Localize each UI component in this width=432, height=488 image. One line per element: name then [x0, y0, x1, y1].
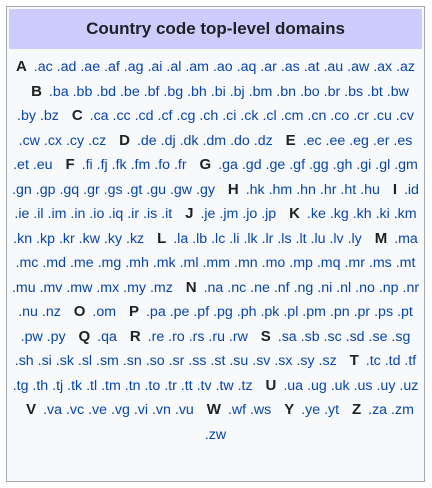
- domain-link[interactable]: .st: [210, 353, 226, 369]
- domain-link[interactable]: .hk: [245, 181, 265, 198]
- domain-link[interactable]: .iq: [108, 206, 124, 222]
- domain-link[interactable]: .ht: [340, 181, 357, 198]
- domain-link[interactable]: .se: [368, 328, 388, 345]
- domain-link[interactable]: .zw: [204, 426, 227, 443]
- domain-link[interactable]: .cx: [43, 132, 63, 149]
- domain-link[interactable]: .sl: [77, 353, 93, 369]
- domain-link[interactable]: .na: [203, 279, 224, 296]
- domain-link[interactable]: .yt: [324, 402, 340, 418]
- domain-link[interactable]: .gf: [289, 157, 306, 173]
- domain-link[interactable]: .mu: [11, 279, 36, 296]
- group-letter: Z: [352, 401, 362, 418]
- domain-link[interactable]: .de: [136, 132, 157, 149]
- domain-link[interactable]: .er: [372, 132, 390, 149]
- group-letter: S: [260, 327, 271, 345]
- domain-link[interactable]: .ne: [250, 279, 270, 296]
- domain-link[interactable]: .kp: [36, 230, 55, 247]
- domain-link[interactable]: .nr: [402, 279, 420, 296]
- domain-link[interactable]: .ge: [265, 157, 286, 173]
- group-letter: O: [73, 303, 86, 320]
- cctld-navbox: [6, 6, 425, 482]
- domain-link[interactable]: .do: [230, 132, 250, 149]
- domain-link[interactable]: .lk: [243, 230, 258, 247]
- domain-link[interactable]: .uz: [399, 377, 419, 394]
- domain-link[interactable]: .sv: [252, 353, 271, 369]
- domain-link[interactable]: .ch: [199, 108, 219, 124]
- domain-link[interactable]: .pk: [260, 304, 280, 320]
- domain-link[interactable]: .cg: [176, 108, 196, 124]
- letter-group-y: [275, 402, 339, 418]
- group-letter: V: [26, 401, 37, 418]
- domain-link[interactable]: .ph: [236, 304, 257, 320]
- domain-link[interactable]: .gt: [126, 181, 143, 198]
- domain-link[interactable]: .mh: [125, 255, 149, 271]
- domain-link[interactable]: .ar: [260, 59, 277, 75]
- domain-link[interactable]: .bj: [229, 83, 245, 100]
- domain-link[interactable]: .ke: [306, 206, 326, 222]
- domain-link[interactable]: .ms: [368, 255, 392, 271]
- domain-link[interactable]: .cc: [112, 108, 131, 124]
- group-letter: R: [129, 327, 141, 345]
- letter-group-h: [219, 182, 380, 198]
- domain-link[interactable]: .fk: [111, 157, 127, 173]
- domain-link[interactable]: .pe: [169, 304, 190, 320]
- domain-link[interactable]: .mx: [96, 279, 120, 296]
- domain-link[interactable]: .si: [37, 353, 52, 369]
- domain-link[interactable]: .mo: [261, 255, 286, 271]
- domain-link[interactable]: .af: [104, 59, 120, 75]
- domain-link[interactable]: .ru: [208, 328, 225, 345]
- domain-link[interactable]: .nl: [336, 279, 352, 296]
- domain-link[interactable]: .py: [46, 328, 66, 345]
- domain-link[interactable]: .ky: [103, 230, 123, 247]
- domain-link[interactable]: .bm: [248, 83, 273, 100]
- group-letter: G: [199, 156, 212, 173]
- domain-link[interactable]: .im: [47, 206, 67, 222]
- domain-link[interactable]: .lv: [329, 230, 344, 247]
- domain-link[interactable]: .mv: [39, 279, 63, 296]
- domain-link[interactable]: .tj: [52, 377, 64, 394]
- domain-link[interactable]: .om: [92, 304, 117, 320]
- domain-link[interactable]: .np: [378, 279, 399, 296]
- domain-link[interactable]: .is: [143, 206, 158, 222]
- domain-link[interactable]: .sa: [277, 328, 297, 345]
- group-letter: W: [206, 401, 221, 418]
- domain-link[interactable]: .km: [393, 206, 417, 222]
- domain-link[interactable]: .eg: [349, 132, 369, 149]
- domain-link[interactable]: .id: [403, 181, 419, 198]
- domain-link[interactable]: .hr: [319, 181, 337, 198]
- domain-link[interactable]: .fr: [173, 157, 187, 173]
- domain-link[interactable]: .jo: [242, 206, 258, 222]
- domain-link[interactable]: .sz: [318, 353, 337, 369]
- domain-link[interactable]: .cr: [353, 108, 369, 124]
- group-letter: T: [349, 352, 359, 369]
- domain-link[interactable]: .ua: [283, 377, 304, 394]
- domain-link[interactable]: .ls: [277, 230, 292, 247]
- domain-link[interactable]: .gl: [375, 157, 391, 173]
- domain-link[interactable]: .vg: [110, 402, 130, 418]
- domain-link[interactable]: .ci: [222, 108, 237, 124]
- domain-link[interactable]: .ac: [33, 59, 53, 75]
- domain-link[interactable]: .in: [70, 206, 86, 222]
- domain-link[interactable]: .fj: [96, 157, 108, 173]
- domain-link[interactable]: .sk: [55, 353, 74, 369]
- domain-link[interactable]: .pg: [213, 304, 233, 320]
- domain-link[interactable]: .ps: [374, 304, 394, 320]
- group-letter: L: [157, 229, 167, 247]
- domain-link[interactable]: .it: [161, 206, 173, 222]
- domain-link[interactable]: .bh: [187, 83, 207, 100]
- domain-link[interactable]: .kg: [329, 206, 349, 222]
- group-letter: H: [227, 180, 239, 198]
- domain-link[interactable]: .ug: [307, 377, 327, 394]
- domain-link[interactable]: .cv: [395, 108, 414, 124]
- domain-link[interactable]: .wf: [227, 402, 247, 418]
- domain-link[interactable]: .vu: [174, 402, 194, 418]
- domain-link[interactable]: .dj: [160, 132, 176, 149]
- domain-link[interactable]: .bz: [39, 108, 59, 124]
- domain-link[interactable]: .gy: [196, 181, 215, 198]
- domain-link[interactable]: .mw: [66, 279, 93, 296]
- domain-link[interactable]: .sx: [274, 353, 293, 369]
- domain-link[interactable]: .dz: [253, 132, 273, 149]
- domain-link[interactable]: .fm: [130, 157, 151, 173]
- domain-link[interactable]: .be: [119, 83, 140, 100]
- domain-link[interactable]: .kz: [126, 230, 145, 247]
- domain-link[interactable]: .mm: [202, 255, 231, 271]
- domain-link[interactable]: .vc: [65, 402, 85, 418]
- domain-link[interactable]: .bd: [96, 83, 117, 100]
- domain-link[interactable]: .bi: [210, 83, 226, 100]
- letter-group-f: [57, 157, 187, 173]
- domain-link[interactable]: .lb: [192, 230, 208, 247]
- domain-link[interactable]: .tt: [180, 377, 193, 394]
- domain-link[interactable]: .at: [303, 59, 320, 75]
- domain-link[interactable]: .tv: [196, 377, 212, 394]
- domain-link[interactable]: .mp: [289, 255, 313, 271]
- domain-link[interactable]: .pm: [302, 304, 326, 320]
- domain-link[interactable]: .gh: [332, 157, 353, 173]
- domain-link[interactable]: .tw: [215, 377, 234, 394]
- group-letter: Y: [284, 401, 295, 418]
- domain-link[interactable]: .az: [396, 59, 416, 75]
- letter-group-o: [65, 304, 116, 320]
- group-letter: J: [185, 205, 194, 222]
- domain-link[interactable]: .tn: [124, 377, 141, 394]
- domain-link[interactable]: .gm: [394, 157, 418, 173]
- domain-link[interactable]: .gs: [103, 181, 123, 198]
- domain-link[interactable]: .cl: [262, 108, 277, 124]
- domain-link[interactable]: .uy: [376, 377, 396, 394]
- domain-link[interactable]: .ng: [293, 279, 314, 296]
- domain-link[interactable]: .nc: [227, 279, 247, 296]
- domain-link[interactable]: .ck: [240, 108, 259, 124]
- domain-link[interactable]: .fo: [154, 157, 171, 173]
- domain-link[interactable]: .hu: [360, 181, 380, 198]
- domain-link[interactable]: .tf: [404, 353, 417, 369]
- domain-link[interactable]: .es: [393, 132, 413, 149]
- domain-link[interactable]: .sy: [296, 353, 315, 369]
- domain-link[interactable]: .mn: [234, 255, 258, 271]
- domain-link[interactable]: .td: [384, 353, 401, 369]
- domain-link[interactable]: .cu: [372, 108, 392, 124]
- domain-link[interactable]: .ae: [80, 59, 101, 75]
- domain-link[interactable]: .pw: [20, 328, 43, 345]
- domain-link[interactable]: .tc: [365, 353, 381, 369]
- letter-group-a: [16, 59, 415, 75]
- domain-link[interactable]: .je: [200, 206, 216, 222]
- domain-link[interactable]: .uk: [330, 377, 350, 394]
- domain-link[interactable]: .ki: [375, 206, 390, 222]
- domain-link[interactable]: .bf: [143, 83, 160, 100]
- domain-link[interactable]: .gd: [241, 157, 262, 173]
- domain-link[interactable]: .ro: [168, 328, 185, 345]
- domain-link[interactable]: .kn: [13, 230, 33, 247]
- domain-link[interactable]: .bo: [299, 83, 320, 100]
- domain-link[interactable]: .gp: [35, 181, 56, 198]
- domain-link[interactable]: .us: [353, 377, 373, 394]
- domain-link[interactable]: .re: [147, 328, 165, 345]
- letter-group-q: [70, 329, 117, 345]
- group-letter: K: [289, 205, 300, 222]
- domain-link[interactable]: .hm: [268, 181, 293, 198]
- domain-link[interactable]: .ml: [179, 255, 199, 271]
- domain-link[interactable]: .my: [123, 279, 146, 296]
- domain-link[interactable]: .pf: [193, 304, 210, 320]
- domain-link[interactable]: .ec: [302, 132, 322, 149]
- domain-link[interactable]: .tz: [237, 377, 253, 394]
- domain-link[interactable]: .ir: [127, 206, 140, 222]
- domain-link[interactable]: .pl: [283, 304, 299, 320]
- domain-link[interactable]: .pn: [329, 304, 350, 320]
- domain-link[interactable]: .sn: [122, 353, 142, 369]
- domain-link[interactable]: .ie: [14, 206, 30, 222]
- domain-link[interactable]: .co: [330, 108, 350, 124]
- domain-link[interactable]: .mg: [97, 255, 122, 271]
- group-letter: M: [374, 229, 388, 247]
- domain-link[interactable]: .sg: [391, 328, 411, 345]
- group-letter: Q: [78, 327, 91, 345]
- letter-group-u: [257, 378, 419, 394]
- domain-link[interactable]: .fi: [81, 157, 93, 173]
- domain-link[interactable]: .md: [42, 255, 67, 271]
- domain-link[interactable]: .sm: [96, 353, 119, 369]
- letter-group-w: [198, 402, 272, 418]
- domain-link[interactable]: .ai: [147, 59, 163, 75]
- domain-link[interactable]: .bn: [276, 83, 296, 100]
- domain-link[interactable]: .va: [43, 402, 63, 418]
- domain-link[interactable]: .vn: [151, 402, 171, 418]
- domain-link[interactable]: .lr: [261, 230, 274, 247]
- domain-link[interactable]: .mc: [15, 255, 39, 271]
- domain-link[interactable]: .mt: [395, 255, 416, 271]
- domain-link[interactable]: .ad: [56, 59, 77, 75]
- domain-link[interactable]: .hn: [296, 181, 316, 198]
- domain-link[interactable]: .gn: [12, 181, 32, 198]
- domain-link[interactable]: .mz: [149, 279, 173, 296]
- domain-link[interactable]: .th: [32, 377, 49, 394]
- domain-link[interactable]: .pa: [145, 304, 166, 320]
- domain-link[interactable]: .tl: [86, 377, 98, 394]
- domain-link[interactable]: .tk: [67, 377, 83, 394]
- domain-link[interactable]: .ye: [301, 402, 321, 418]
- domain-link[interactable]: .cz: [88, 132, 107, 149]
- domain-link[interactable]: .cy: [65, 132, 85, 149]
- domain-link[interactable]: .za: [368, 402, 388, 418]
- domain-link[interactable]: .as: [280, 59, 300, 75]
- domain-link[interactable]: .lc: [211, 230, 226, 247]
- letter-group-l: [148, 231, 362, 247]
- domain-link[interactable]: .cm: [280, 108, 304, 124]
- domain-link[interactable]: .ve: [88, 402, 107, 418]
- domain-link[interactable]: .su: [229, 353, 249, 369]
- domain-link[interactable]: .gu: [146, 181, 167, 198]
- group-letter: B: [31, 82, 42, 100]
- domain-link[interactable]: .mq: [316, 255, 341, 271]
- domain-link[interactable]: .tg: [12, 377, 29, 394]
- domain-link[interactable]: .qa: [97, 328, 117, 345]
- domain-link[interactable]: .lu: [310, 230, 326, 247]
- domain-link[interactable]: .ss: [188, 353, 207, 369]
- domain-link[interactable]: .to: [144, 377, 161, 394]
- navbox-title: [9, 9, 422, 49]
- domain-link[interactable]: .rs: [188, 328, 205, 345]
- domain-link[interactable]: .bs: [344, 83, 364, 100]
- group-letter: E: [285, 131, 296, 149]
- domain-link[interactable]: .vi: [133, 402, 149, 418]
- domain-link[interactable]: .kh: [352, 206, 372, 222]
- letter-group-d: [110, 133, 273, 149]
- domain-link[interactable]: .ni: [317, 279, 333, 296]
- domain-link[interactable]: .sr: [168, 353, 185, 369]
- domain-link[interactable]: .gg: [308, 157, 329, 173]
- domain-link[interactable]: .sd: [345, 328, 365, 345]
- domain-link[interactable]: .ca: [89, 108, 109, 124]
- domain-link[interactable]: .dm: [202, 132, 227, 149]
- domain-link[interactable]: .am: [185, 59, 209, 75]
- domain-link[interactable]: .zm: [391, 402, 414, 418]
- group-letter: N: [185, 278, 197, 296]
- domain-link[interactable]: .bw: [386, 83, 409, 100]
- domain-link[interactable]: .la: [173, 230, 189, 247]
- domain-link[interactable]: .no: [355, 279, 375, 296]
- domain-link[interactable]: .li: [229, 230, 240, 247]
- group-letter: U: [265, 376, 277, 394]
- group-letter: P: [129, 303, 140, 320]
- letter-group-r: [121, 329, 248, 345]
- domain-link[interactable]: .il: [33, 206, 44, 222]
- domain-link[interactable]: .cd: [134, 108, 154, 124]
- domain-link[interactable]: .br: [323, 83, 341, 100]
- domain-link[interactable]: .bt: [367, 83, 383, 100]
- domain-link[interactable]: .au: [323, 59, 344, 75]
- domain-link[interactable]: .sh: [14, 353, 34, 369]
- domain-link[interactable]: .gi: [356, 157, 372, 173]
- domain-link[interactable]: .cn: [307, 108, 327, 124]
- domain-link[interactable]: .sb: [300, 328, 320, 345]
- domain-link[interactable]: .jm: [219, 206, 239, 222]
- domain-link[interactable]: .tr: [164, 377, 177, 394]
- domain-link[interactable]: .ma: [394, 230, 418, 247]
- domain-link[interactable]: .aw: [347, 59, 370, 75]
- domain-link[interactable]: .so: [145, 353, 165, 369]
- domain-link[interactable]: .dk: [179, 132, 199, 149]
- domain-link[interactable]: .nu: [18, 304, 38, 320]
- group-letter: I: [392, 180, 397, 198]
- domain-link[interactable]: .al: [166, 59, 182, 75]
- domain-link[interactable]: .rw: [228, 328, 248, 345]
- domain-link[interactable]: .io: [89, 206, 105, 222]
- domain-link[interactable]: .bg: [163, 83, 184, 100]
- domain-link[interactable]: .ee: [325, 132, 346, 149]
- domain-link[interactable]: .kr: [58, 230, 75, 247]
- domain-link[interactable]: .pr: [353, 304, 371, 320]
- domain-link[interactable]: .ws: [249, 402, 272, 418]
- domain-link[interactable]: .nf: [273, 279, 290, 296]
- group-letter: C: [71, 107, 83, 124]
- domain-link[interactable]: .ag: [123, 59, 144, 75]
- domain-link[interactable]: .et: [13, 157, 29, 173]
- domain-link[interactable]: .kw: [78, 230, 100, 247]
- domain-link[interactable]: .mr: [344, 255, 365, 271]
- domain-link[interactable]: .tm: [101, 377, 121, 394]
- domain-link[interactable]: .bb: [72, 83, 93, 100]
- domain-link[interactable]: .ly: [347, 230, 362, 247]
- domain-link[interactable]: .eu: [32, 157, 53, 173]
- letter-group-v: [17, 402, 194, 418]
- navbox-list: [11, 55, 420, 447]
- domain-link[interactable]: .mk: [152, 255, 176, 271]
- domain-link[interactable]: .gr: [83, 181, 100, 198]
- domain-link[interactable]: .by: [17, 108, 36, 124]
- domain-link[interactable]: .cf: [157, 108, 173, 124]
- domain-link[interactable]: .jp: [261, 206, 277, 222]
- group-letter: F: [65, 156, 75, 173]
- domain-link[interactable]: .nz: [41, 304, 61, 320]
- domain-link[interactable]: .lt: [295, 230, 307, 247]
- domain-link[interactable]: .sc: [323, 328, 342, 345]
- group-letter: A: [15, 58, 27, 75]
- domain-link[interactable]: .gq: [59, 181, 80, 198]
- domain-link[interactable]: .gw: [169, 181, 193, 198]
- domain-link[interactable]: .me: [69, 255, 94, 271]
- domain-link[interactable]: .ga: [218, 157, 238, 173]
- domain-link[interactable]: .cw: [18, 132, 40, 149]
- domain-link[interactable]: .ao: [212, 59, 233, 75]
- domain-link[interactable]: .pt: [397, 304, 413, 320]
- letter-group-j: [176, 206, 276, 222]
- group-letter: D: [119, 131, 130, 149]
- navbox-title-text: Country code top-level domains: [86, 19, 345, 38]
- domain-link[interactable]: .aq: [236, 59, 257, 75]
- domain-link[interactable]: .ba: [48, 83, 69, 100]
- domain-link[interactable]: .ax: [373, 59, 393, 75]
